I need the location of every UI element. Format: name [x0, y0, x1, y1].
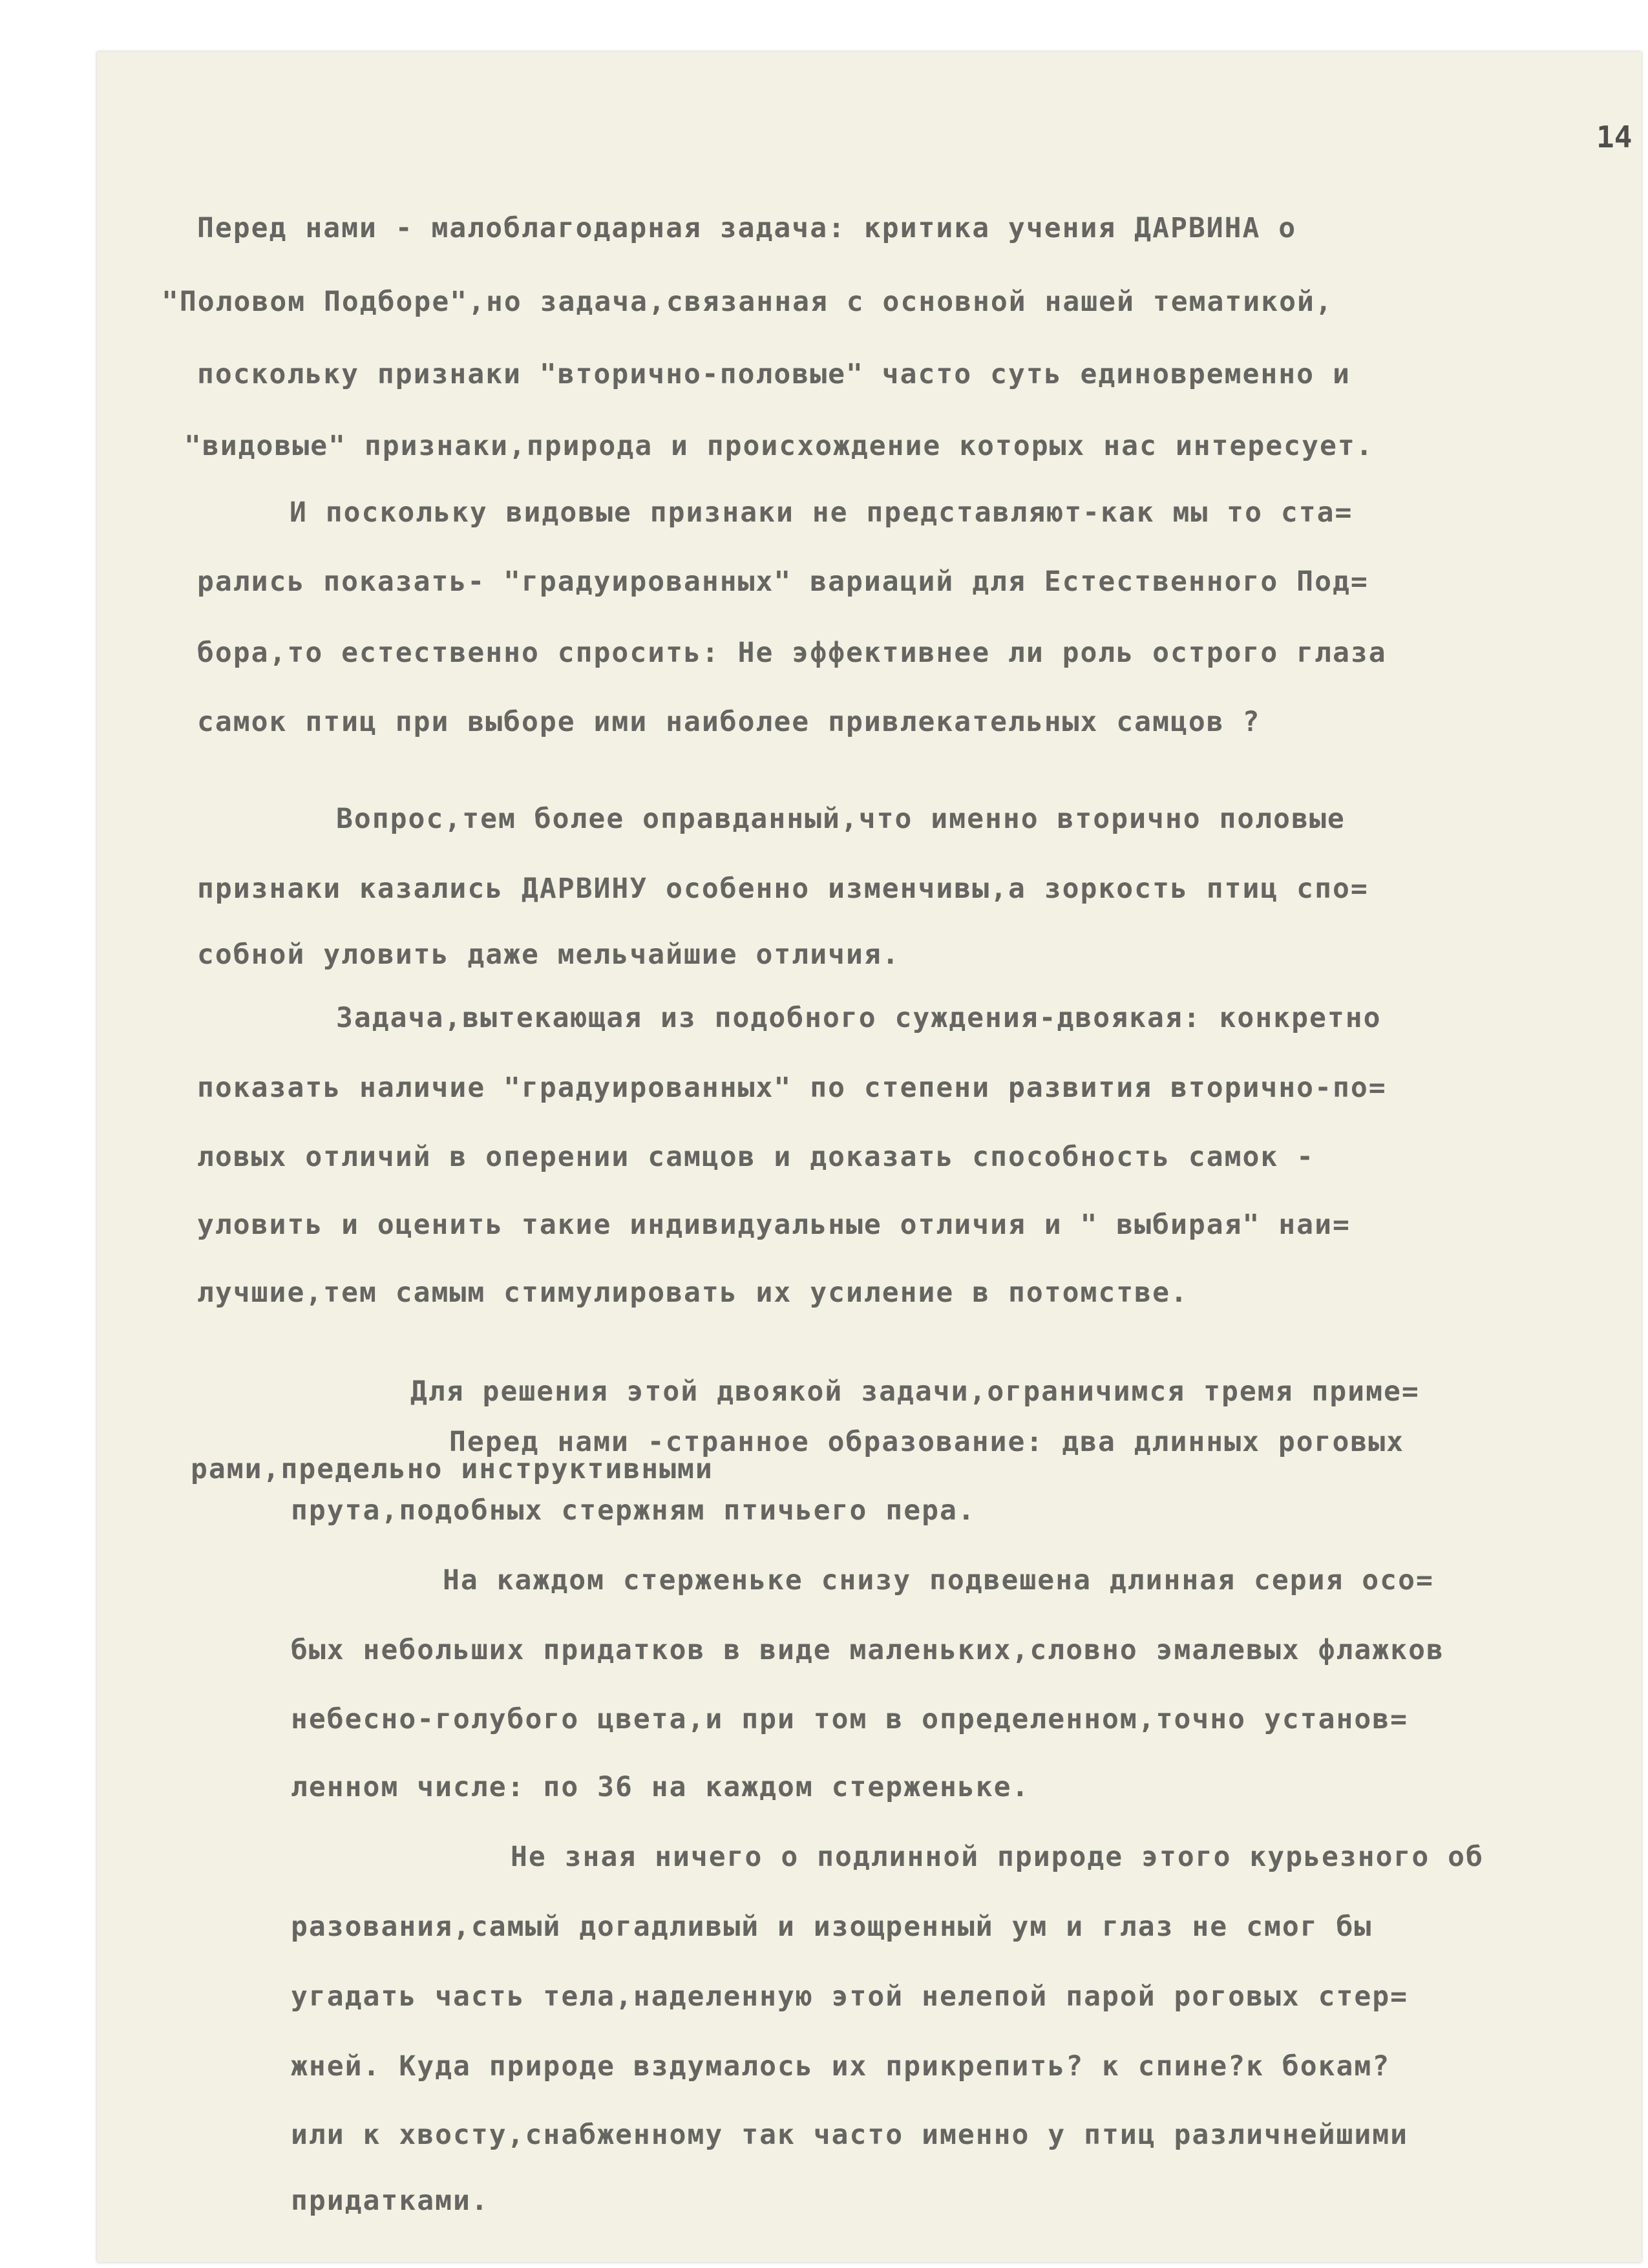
text-line: бора,то естественно спросить: Не эффективнее ли роль острого глаза: [197, 637, 1387, 669]
text-line: собной уловить даже мельчайшие отличия.: [197, 938, 900, 971]
page-number: 14: [1596, 120, 1632, 154]
text-line: Перед нами - малоблагодарная задача: критика учения ДАРВИНА о: [197, 212, 1297, 244]
text-line: придатками.: [291, 2185, 489, 2217]
text-line: "видовые" признаки,природа и происхождение которых нас интересует.: [184, 430, 1374, 462]
text-line: жней. Куда природе вздумалось их прикрепить? к спине?к бокам?: [291, 2050, 1391, 2083]
text-line: Задача,вытекающая из подобного суждения-двоякая: конкретно: [336, 1002, 1382, 1034]
text-line: самок птиц при выборе ими наиболее привлекательных самцов ?: [197, 706, 1261, 738]
text-line: прута,подобных стержням птичьего пера.: [291, 1494, 976, 1527]
text-line: небесно-голубого цвета,и при том в определенном,точно установ=: [291, 1703, 1409, 1735]
text-line: или к хвосту,снабженному так часто именно у птиц различнейшими: [291, 2119, 1409, 2151]
text-line: угадать часть тела,наделенную этой нелепой парой роговых стер=: [291, 1980, 1409, 2013]
text-line: Вопрос,тем более оправданный,что именно вторично половые: [336, 803, 1346, 835]
text-line: рами,предельно инструктивными: [191, 1453, 713, 1485]
paper-sheet: [97, 52, 1642, 2262]
text-line: показать наличие "градуированных" по степени развития вторично-по=: [197, 1072, 1387, 1104]
text-line: лучшие,тем самым стимулировать их усиление в потомстве.: [197, 1277, 1188, 1309]
text-line: На каждом стерженьке снизу подвешена длинная серия осо=: [443, 1564, 1434, 1596]
text-line: признаки казались ДАРВИНУ особенно изменчивы,а зоркость птиц спо=: [197, 873, 1369, 905]
text-line: рались показать- "градуированных" вариаций для Естественного Под=: [197, 566, 1369, 598]
text-line: уловить и оценить такие индивидуальные отличия и " выбирая" наи=: [197, 1209, 1351, 1241]
text-line: ленном числе: по 36 на каждом стерженьке.: [291, 1771, 1030, 1803]
text-line: бых небольших придатков в виде маленьких,словно эмалевых флажков: [291, 1634, 1444, 1666]
text-line: ловых отличий в оперении самцов и доказать способность самок -: [197, 1141, 1315, 1173]
text-line: "Половом Подборе",но задача,связанная с основной нашей тематикой,: [162, 286, 1333, 318]
text-line: разования,самый догадливый и изощренный ум и глаз не смог бы: [291, 1911, 1373, 1943]
text-line: Перед нами -странное образование: два длинных роговых: [449, 1426, 1405, 1458]
text-line: Для решения этой двоякой задачи,ограничимся тремя приме=: [410, 1375, 1420, 1408]
text-line: поскольку признаки "вторично-половые" часто суть единовременно и: [197, 358, 1351, 390]
text-line: Не зная ничего о подлинной природе этого курьезного об: [511, 1841, 1484, 1873]
text-line: И поскольку видовые признаки не представляют-как мы то ста=: [290, 496, 1353, 529]
